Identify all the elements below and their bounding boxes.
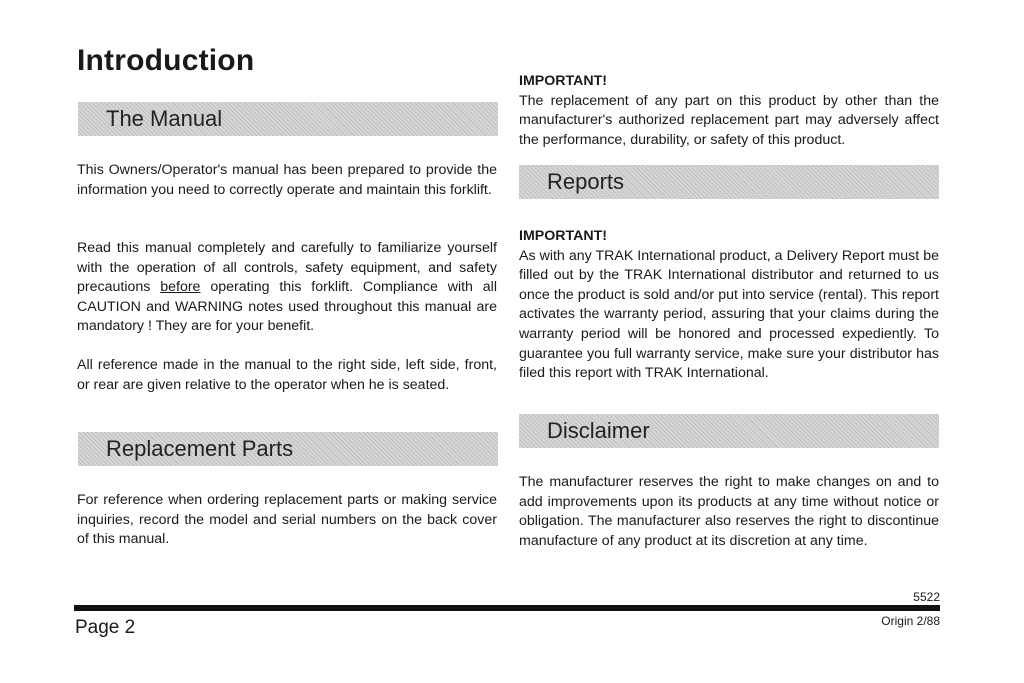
document-code: 5522	[913, 590, 940, 604]
section-heading-replacement-parts: Replacement Parts	[78, 432, 498, 466]
reports-important-label: IMPORTANT!	[519, 228, 607, 244]
document-origin: Origin 2/88	[881, 614, 940, 628]
reports-paragraph	[519, 227, 939, 384]
section-heading-disclaimer: Disclaimer	[519, 414, 939, 448]
manual-paragraph-orientation: All reference made in the manual to the right side, left side, front, or rear are given relative to the operator when he is seated.	[77, 357, 497, 393]
replacement-parts-paragraph: For reference when ordering replacement parts or making service inquiries, record the model and serial numbers on the back cover of this manual.	[77, 492, 497, 548]
manual-paragraph-read-underlined: before	[160, 279, 201, 296]
reports-text: As with any TRAK International product, a Delivery Report must be filled out by the TRAK International distributor and returned to us once the product is sold and/or put into service (rental). This report activates the warranty period, assuring that your claims during the warranty period will be honored and processed expediently. To guarantee you full warranty service, make sure your distributor has filed this report with TRAK International.	[519, 247, 939, 382]
disclaimer-paragraph: The manufacturer reserves the right to make changes on and to add improvements upon its products at any time without notice or obligation. The manufacturer also reserves the right to discontinue manufacture of any product at its discretion at any time.	[519, 474, 939, 549]
important-notice-replacement	[519, 72, 939, 150]
manual-paragraph-read-part2: operating this forklift. Compliance with all CAUTION and WARNING notes used throughout this manual are mandatory ! They are for your benefit.	[77, 279, 497, 335]
important-label: IMPORTANT!	[519, 73, 607, 89]
important-notice-text: The replacement of any part on this product by other than the manufacturer's authorized replacement part may adversely affect the performance, durability, or safety of this product.	[519, 92, 939, 148]
manual-paragraph-purpose: This Owners/Operator's manual has been prepared to provide the information you need to correctly operate and maintain this forklift.	[77, 162, 497, 198]
manual-paragraph-read-carefully	[77, 239, 497, 337]
footer-divider	[74, 605, 940, 611]
section-heading-reports: Reports	[519, 165, 939, 199]
manual-paragraph-read-part1: Read this manual completely and carefully to familiarize yourself with the operation of all controls, safety equipment, and safety precautions	[77, 240, 497, 296]
section-heading-the-manual: The Manual	[78, 102, 498, 136]
page-title: Introduction	[77, 44, 255, 77]
page-number: Page 2	[75, 617, 136, 638]
